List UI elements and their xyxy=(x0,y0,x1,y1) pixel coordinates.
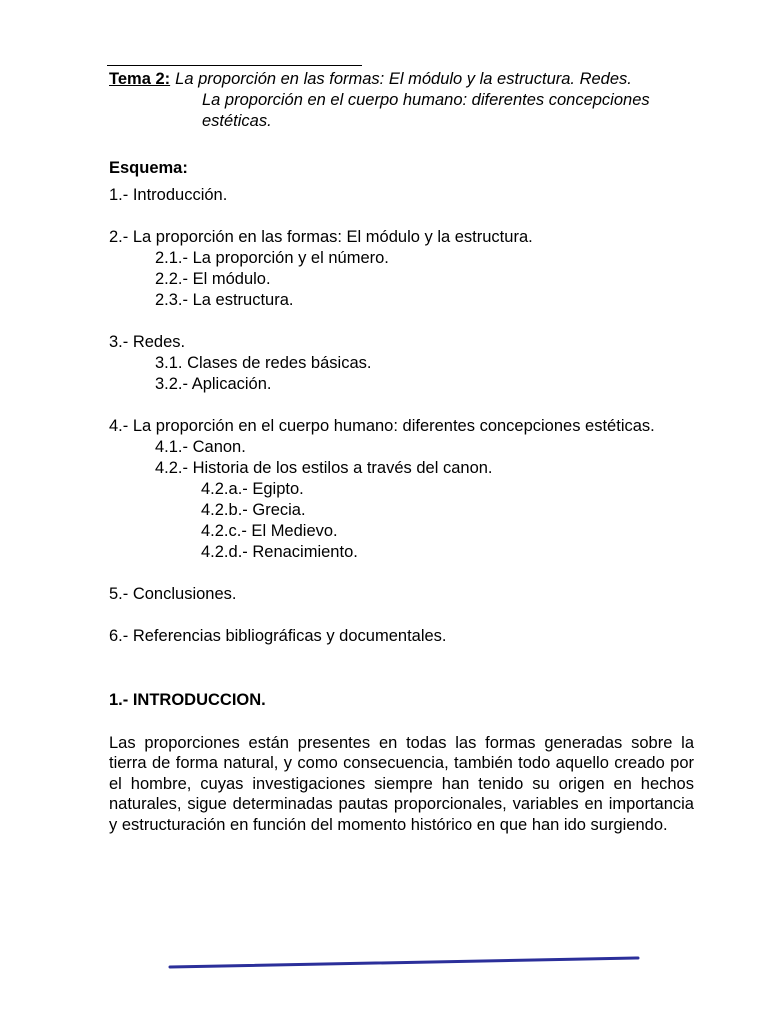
outline-subsubitem: 4.2.b.- Grecia. xyxy=(201,501,306,519)
title-line-2: La proporción en el cuerpo humano: diferentes concepciones xyxy=(202,91,650,109)
outline-subitem: 4.2.- Historia de los estilos a través del canon. xyxy=(155,459,493,477)
tema-label: Tema 2: xyxy=(109,70,171,88)
title-line-3: estéticas. xyxy=(202,112,272,130)
outline-item: 4.- La proporción en el cuerpo humano: diferentes concepciones estéticas. xyxy=(109,417,655,435)
outline-subitem: 2.2.- El módulo. xyxy=(155,270,271,288)
outline-subitem: 2.1.- La proporción y el número. xyxy=(155,249,389,267)
outline-item: 5.- Conclusiones. xyxy=(109,585,237,603)
outline-heading: Esquema: xyxy=(109,159,188,177)
outline-subsubitem: 4.2.c.- El Medievo. xyxy=(201,522,338,540)
outline-subitem: 3.2.- Aplicación. xyxy=(155,375,272,393)
outline-item: 6.- Referencias bibliográficas y documentales. xyxy=(109,627,447,645)
outline-subitem: 4.1.- Canon. xyxy=(155,438,246,456)
outline-subsubitem: 4.2.a.- Egipto. xyxy=(201,480,304,498)
outline-item: 1.- Introducción. xyxy=(109,186,228,204)
title-line-1: La proporción en las formas: El módulo y la estructura. Redes. xyxy=(175,70,632,88)
outline-item: 3.- Redes. xyxy=(109,333,186,351)
outline-subsubitem: 4.2.d.- Renacimiento. xyxy=(201,543,358,561)
footer-rule-stroke xyxy=(170,958,638,967)
outline-subitem: 3.1. Clases de redes básicas. xyxy=(155,354,372,372)
outline-subitem: 2.3.- La estructura. xyxy=(155,291,294,309)
body-paragraph: Las proporciones están presentes en todas las formas generadas sobre la tierra de forma natural, y como consecuencia, también todo aquello creado por el hombre, cuyas investigaciones siempre han tenido su origen en hechos naturales, sigue determinadas pautas proporcionales, variables en importancia y estructuración en función del momento histórico en que han ido surgiendo. xyxy=(109,734,694,834)
section-heading: 1.- INTRODUCCION. xyxy=(109,691,266,709)
outline-item: 2.- La proporción en las formas: El módulo y la estructura. xyxy=(109,228,533,246)
